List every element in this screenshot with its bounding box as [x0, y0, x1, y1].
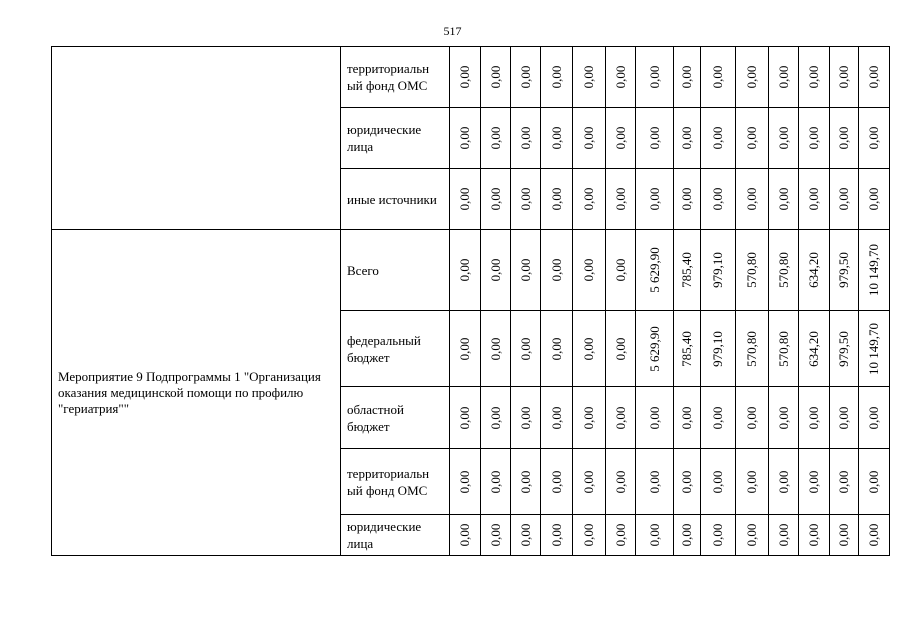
value-cell: [769, 311, 799, 387]
value-text: 0,00: [612, 406, 628, 429]
value-text: 0,00: [744, 406, 759, 429]
value-text: 0,00: [679, 406, 694, 429]
value-cell: [636, 311, 674, 387]
value-text: 0,00: [517, 126, 533, 150]
value-cell: [701, 47, 736, 108]
value-cell: [450, 108, 481, 169]
value-text: 0,00: [710, 65, 725, 89]
value-text: 0,00: [744, 187, 759, 211]
value-cell: [799, 108, 830, 169]
value-text: 0,00: [612, 258, 628, 282]
value-cell: [830, 387, 859, 449]
value-cell: [573, 47, 606, 108]
value-cell: [541, 108, 573, 169]
value-text: 0,00: [487, 523, 503, 547]
value-cell: [859, 230, 890, 311]
value-cell: [450, 230, 481, 311]
value-text: 0,00: [457, 258, 472, 282]
value-text: 0,00: [710, 470, 725, 493]
funding-source-cell: территориальн ый фонд ОМС: [341, 449, 450, 515]
value-text: 0,00: [775, 523, 791, 547]
value-cell: [830, 230, 859, 311]
value-cell: [481, 230, 511, 311]
value-text: 0,00: [457, 523, 472, 547]
value-text: 570,80: [775, 252, 791, 288]
value-text: 785,40: [679, 330, 694, 367]
value-cell: [830, 47, 859, 108]
value-text: 0,00: [581, 337, 596, 360]
value-text: 570,80: [744, 330, 759, 367]
value-text: 0,00: [612, 337, 628, 360]
value-cell: [573, 311, 606, 387]
value-cell: [859, 169, 890, 230]
value-text: 0,00: [836, 406, 851, 429]
value-text: 0,00: [548, 187, 564, 211]
value-text: 0,00: [612, 523, 628, 547]
value-cell: [481, 311, 511, 387]
value-cell: [573, 387, 606, 449]
value-cell: [450, 449, 481, 515]
value-cell: [636, 515, 674, 556]
value-cell: [799, 515, 830, 556]
value-cell: [736, 311, 769, 387]
value-cell: [736, 230, 769, 311]
value-text: 0,00: [710, 187, 725, 211]
funding-source-cell: юридические лица: [341, 108, 450, 169]
value-cell: [830, 169, 859, 230]
value-cell: [606, 169, 636, 230]
funding-source-cell: юридические лица: [341, 515, 450, 556]
value-text: 0,00: [866, 523, 881, 547]
value-cell: [541, 169, 573, 230]
value-cell: [701, 311, 736, 387]
page-number: 517: [443, 24, 462, 38]
value-text: 0,00: [710, 406, 725, 429]
value-text: 0,00: [548, 337, 564, 360]
value-cell: [511, 47, 541, 108]
value-text: 0,00: [836, 126, 851, 150]
value-text: 979,10: [710, 330, 725, 367]
value-text: 0,00: [487, 258, 503, 282]
value-text: 0,00: [548, 470, 564, 493]
value-cell: [636, 169, 674, 230]
value-cell: [701, 169, 736, 230]
value-cell: [674, 311, 701, 387]
value-text: 0,00: [487, 470, 503, 493]
value-cell: [769, 108, 799, 169]
value-cell: [830, 311, 859, 387]
value-cell: [450, 387, 481, 449]
value-cell: [701, 230, 736, 311]
value-text: 0,00: [744, 523, 759, 547]
value-cell: [511, 449, 541, 515]
value-cell: [859, 515, 890, 556]
funding-source-cell: областной бюджет: [341, 387, 450, 449]
value-text: 0,00: [548, 126, 564, 150]
value-text: 0,00: [517, 258, 533, 282]
value-text: 0,00: [744, 126, 759, 150]
value-cell: [481, 169, 511, 230]
value-cell: [573, 449, 606, 515]
value-cell: [769, 449, 799, 515]
value-text: 0,00: [866, 126, 881, 150]
value-cell: [859, 387, 890, 449]
funding-source-cell: федеральный бюджет: [341, 311, 450, 387]
value-cell: [450, 311, 481, 387]
value-text: 0,00: [548, 523, 564, 547]
value-text: 0,00: [836, 470, 851, 493]
value-cell: [736, 515, 769, 556]
value-cell: [636, 449, 674, 515]
value-cell: [541, 47, 573, 108]
value-text: 0,00: [679, 65, 694, 89]
value-cell: [701, 449, 736, 515]
funding-source-cell: иные источники: [341, 169, 450, 230]
value-text: 0,00: [581, 126, 596, 150]
value-text: 0,00: [487, 187, 503, 211]
value-cell: [636, 230, 674, 311]
value-text: 0,00: [457, 406, 472, 429]
value-cell: [511, 169, 541, 230]
value-cell: [736, 47, 769, 108]
value-cell: [799, 230, 830, 311]
value-cell: [736, 387, 769, 449]
value-text: 0,00: [806, 406, 821, 429]
value-cell: [636, 108, 674, 169]
funding-source-cell: территориальн ый фонд ОМС: [341, 47, 450, 108]
value-cell: [701, 387, 736, 449]
value-cell: [481, 108, 511, 169]
value-text: 0,00: [581, 65, 596, 89]
value-cell: [830, 449, 859, 515]
value-cell: [674, 449, 701, 515]
funding-source-cell: Всего: [341, 230, 450, 311]
value-text: 979,10: [710, 252, 725, 288]
value-text: 0,00: [744, 470, 759, 493]
value-cell: [511, 387, 541, 449]
value-text: 0,00: [806, 126, 821, 150]
value-cell: [541, 515, 573, 556]
value-text: 0,00: [679, 523, 694, 547]
value-text: 0,00: [612, 65, 628, 89]
value-text: 0,00: [457, 187, 472, 211]
value-cell: [573, 108, 606, 169]
value-cell: [481, 449, 511, 515]
value-text: 979,50: [836, 330, 851, 367]
value-text: 0,00: [517, 65, 533, 89]
value-cell: [736, 108, 769, 169]
value-cell: [606, 47, 636, 108]
value-cell: [769, 387, 799, 449]
value-text: 0,00: [710, 126, 725, 150]
value-text: 0,00: [866, 470, 881, 493]
value-cell: [701, 108, 736, 169]
value-cell: [511, 515, 541, 556]
budget-table: [51, 46, 890, 556]
value-text: 0,00: [646, 187, 662, 211]
value-text: 0,00: [646, 126, 662, 150]
value-text: 0,00: [548, 258, 564, 282]
value-text: 0,00: [806, 65, 821, 89]
value-cell: [830, 515, 859, 556]
value-text: 0,00: [581, 523, 596, 547]
value-cell: [636, 387, 674, 449]
value-text: 785,40: [679, 252, 694, 288]
value-cell: [511, 230, 541, 311]
value-text: 0,00: [646, 523, 662, 547]
value-text: 0,00: [806, 523, 821, 547]
value-cell: [450, 515, 481, 556]
event-cell: [52, 47, 341, 230]
value-cell: [573, 230, 606, 311]
value-cell: [606, 515, 636, 556]
value-text: 634,20: [806, 330, 821, 367]
value-cell: [511, 311, 541, 387]
value-text: 0,00: [866, 406, 881, 429]
value-text: 0,00: [836, 187, 851, 211]
table-row: [52, 230, 890, 311]
value-text: 0,00: [517, 337, 533, 360]
value-cell: [481, 47, 511, 108]
value-cell: [769, 515, 799, 556]
value-cell: [481, 387, 511, 449]
value-cell: [799, 47, 830, 108]
value-cell: [769, 169, 799, 230]
event-cell: Мероприятие 9 Подпрограммы 1 "Организация оказания медицинской помощи по профилю "гериатрия"": [52, 230, 341, 556]
value-text: 0,00: [581, 187, 596, 211]
value-text: 0,00: [775, 126, 791, 150]
value-text: 0,00: [612, 470, 628, 493]
value-text: 634,20: [806, 252, 821, 288]
value-cell: [573, 169, 606, 230]
value-cell: [674, 169, 701, 230]
value-text: 0,00: [775, 65, 791, 89]
value-text: 0,00: [457, 337, 472, 360]
value-text: 0,00: [775, 406, 791, 429]
value-cell: [769, 47, 799, 108]
value-text: 0,00: [487, 406, 503, 429]
value-text: 0,00: [866, 65, 881, 89]
value-text: 0,00: [679, 187, 694, 211]
value-text: 0,00: [581, 470, 596, 493]
value-cell: [799, 169, 830, 230]
value-cell: [859, 311, 890, 387]
value-cell: [541, 311, 573, 387]
value-cell: [450, 47, 481, 108]
value-cell: [606, 387, 636, 449]
value-text: 0,00: [517, 523, 533, 547]
value-cell: [736, 449, 769, 515]
value-cell: [769, 230, 799, 311]
value-cell: [541, 230, 573, 311]
value-cell: [606, 449, 636, 515]
value-text: 0,00: [710, 523, 725, 547]
value-cell: [674, 515, 701, 556]
value-cell: [450, 169, 481, 230]
value-cell: [511, 108, 541, 169]
value-text: 5 629,90: [646, 325, 662, 372]
value-text: 0,00: [457, 65, 472, 89]
value-cell: [830, 108, 859, 169]
value-cell: [799, 449, 830, 515]
value-text: 0,00: [744, 65, 759, 89]
value-text: 0,00: [487, 65, 503, 89]
table-row: [52, 47, 890, 108]
value-text: 0,00: [612, 126, 628, 150]
value-cell: [799, 387, 830, 449]
value-text: 0,00: [548, 406, 564, 429]
value-text: 0,00: [646, 406, 662, 429]
value-text: 0,00: [836, 523, 851, 547]
value-cell: [573, 515, 606, 556]
value-text: 0,00: [517, 406, 533, 429]
value-text: 0,00: [457, 470, 472, 493]
value-text: 0,00: [548, 65, 564, 89]
value-text: 570,80: [744, 252, 759, 288]
value-cell: [799, 311, 830, 387]
value-text: 0,00: [679, 126, 694, 150]
value-text: 0,00: [775, 470, 791, 493]
value-text: 0,00: [487, 337, 503, 360]
value-text: 0,00: [581, 406, 596, 429]
value-cell: [736, 169, 769, 230]
value-text: 0,00: [775, 187, 791, 211]
value-text: 0,00: [679, 470, 694, 493]
value-cell: [674, 230, 701, 311]
value-text: 979,50: [836, 252, 851, 288]
value-text: 0,00: [612, 187, 628, 211]
value-cell: [674, 47, 701, 108]
value-cell: [674, 387, 701, 449]
value-cell: [606, 108, 636, 169]
value-cell: [636, 47, 674, 108]
value-text: 0,00: [836, 65, 851, 89]
value-cell: [606, 311, 636, 387]
value-text: 0,00: [646, 470, 662, 493]
value-text: 0,00: [866, 187, 881, 211]
value-text: 0,00: [806, 470, 821, 493]
value-cell: [701, 515, 736, 556]
value-cell: [541, 449, 573, 515]
value-cell: [481, 515, 511, 556]
value-text: 0,00: [806, 187, 821, 211]
value-text: 0,00: [581, 258, 596, 282]
value-text: 10 149,70: [866, 244, 881, 296]
value-text: 5 629,90: [646, 247, 662, 293]
value-cell: [859, 108, 890, 169]
value-cell: [606, 230, 636, 311]
value-cell: [674, 108, 701, 169]
value-text: 0,00: [457, 126, 472, 150]
value-text: 0,00: [487, 126, 503, 150]
value-text: 0,00: [517, 470, 533, 493]
value-text: 0,00: [517, 187, 533, 211]
value-text: 570,80: [775, 330, 791, 367]
value-cell: [541, 387, 573, 449]
value-cell: [859, 449, 890, 515]
value-text: 0,00: [646, 65, 662, 89]
value-cell: [859, 47, 890, 108]
value-text: 10 149,70: [866, 322, 881, 375]
